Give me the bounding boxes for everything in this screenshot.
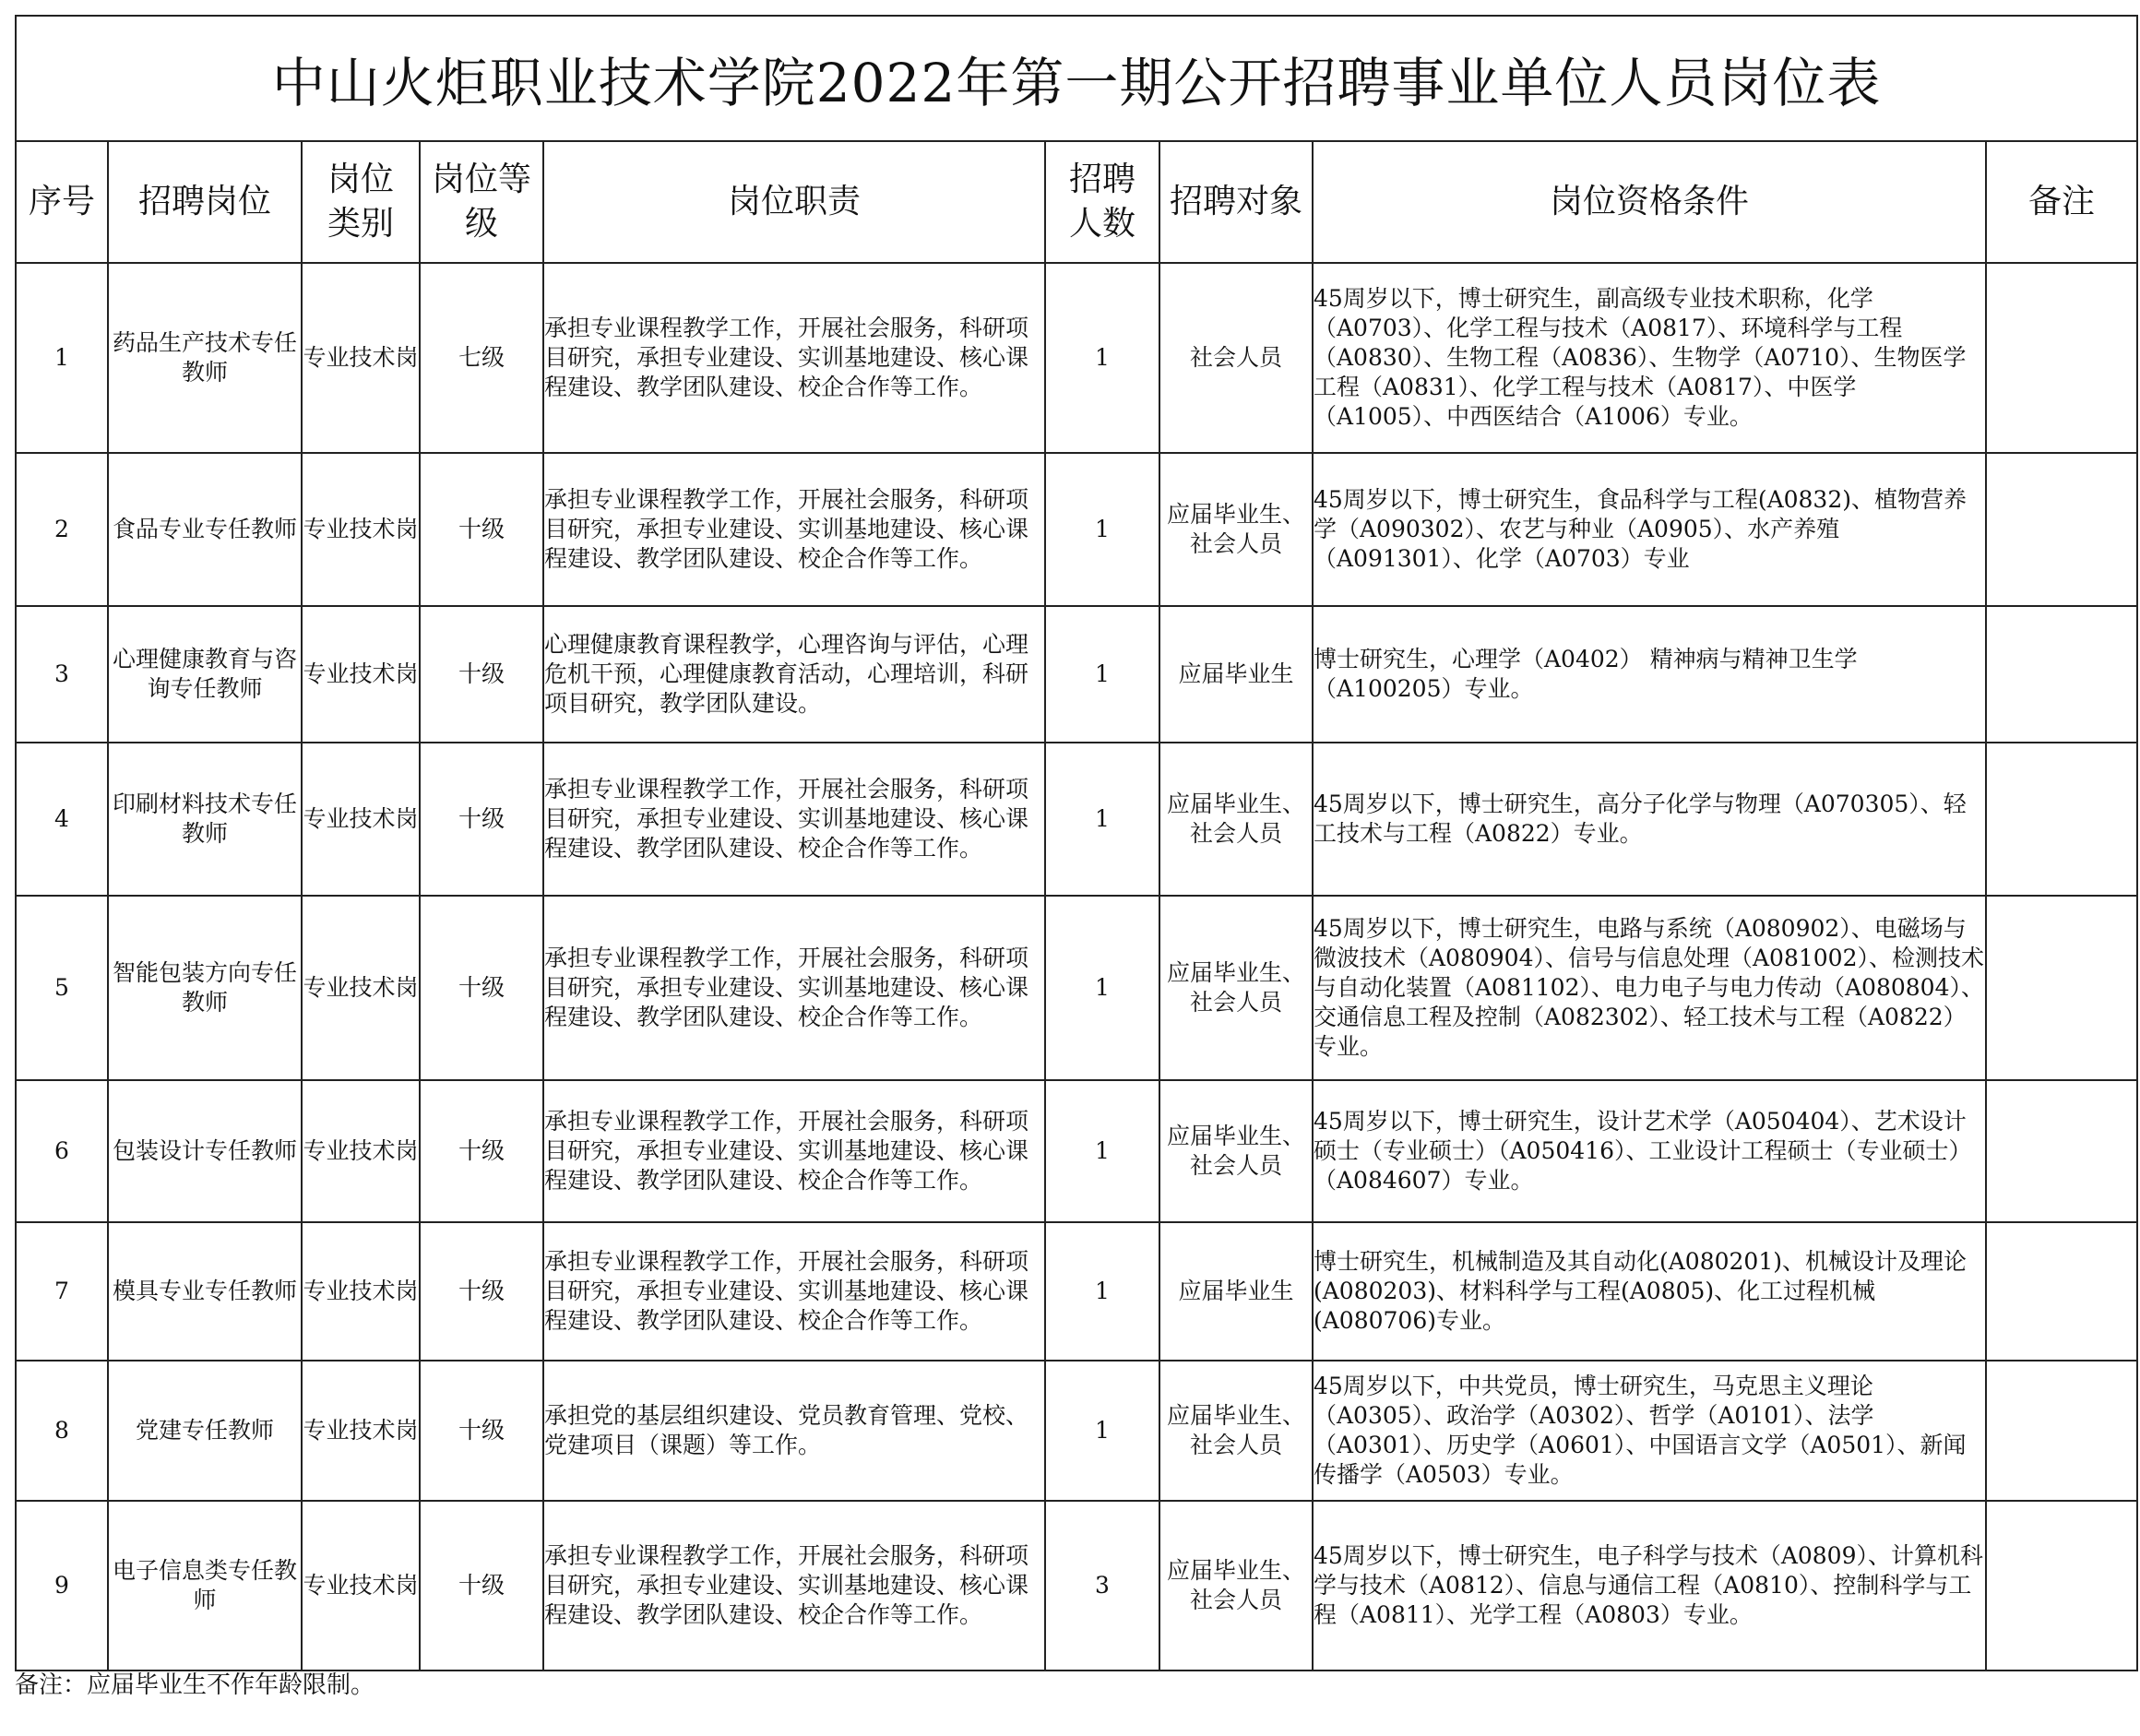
row-count: 1 <box>1045 1080 1159 1222</box>
table-row <box>16 1222 2137 1361</box>
row-level: 十级 <box>420 896 543 1080</box>
row-position: 包装设计专任教师 <box>108 1080 302 1222</box>
row-seq: 1 <box>16 263 108 453</box>
row-level: 十级 <box>420 1080 543 1222</box>
table-row <box>16 896 2137 1080</box>
table-row <box>16 1080 2137 1222</box>
row-remark <box>1986 453 2137 606</box>
row-target: 应届毕业生、社会人员 <box>1159 1080 1313 1222</box>
row-level: 十级 <box>420 1222 543 1361</box>
row-target: 社会人员 <box>1159 263 1313 453</box>
row-position: 党建专任教师 <box>108 1361 302 1501</box>
row-count: 1 <box>1045 1361 1159 1501</box>
header-seq: 序号 <box>16 141 108 263</box>
row-category: 专业技术岗 <box>302 1361 420 1501</box>
header-count: 招聘人数 <box>1045 141 1159 263</box>
header-qualification: 岗位资格条件 <box>1313 141 1986 263</box>
row-qualification: 45周岁以下，博士研究生，高分子化学与物理（A070305）、轻工技术与工程（A0822）专业。 <box>1313 743 1986 896</box>
row-count: 1 <box>1045 606 1159 743</box>
row-target: 应届毕业生、社会人员 <box>1159 453 1313 606</box>
row-seq: 6 <box>16 1080 108 1222</box>
row-category: 专业技术岗 <box>302 743 420 896</box>
row-level: 七级 <box>420 263 543 453</box>
row-category: 专业技术岗 <box>302 1501 420 1671</box>
table-row <box>16 606 2137 743</box>
row-target: 应届毕业生、社会人员 <box>1159 1361 1313 1501</box>
header-category: 岗位类别 <box>302 141 420 263</box>
table-row <box>16 1361 2137 1501</box>
row-remark <box>1986 1080 2137 1222</box>
row-count: 1 <box>1045 743 1159 896</box>
row-duties: 承担专业课程教学工作，开展社会服务，科研项目研究，承担专业建设、实训基地建设、核心课程建设、教学团队建设、校企合作等工作。 <box>543 1080 1045 1222</box>
footnote: 备注：应届毕业生不作年龄限制。 <box>15 1671 375 1699</box>
row-count: 1 <box>1045 263 1159 453</box>
table-row <box>16 1501 2137 1671</box>
row-position: 心理健康教育与咨询专任教师 <box>108 606 302 743</box>
row-duties: 承担专业课程教学工作，开展社会服务，科研项目研究，承担专业建设、实训基地建设、核心课程建设、教学团队建设、校企合作等工作。 <box>543 263 1045 453</box>
row-target: 应届毕业生 <box>1159 606 1313 743</box>
row-qualification: 博士研究生，机械制造及其自动化(A080201)、机械设计及理论(A080203)、材料科学与工程(A0805)、化工过程机械(A080706)专业。 <box>1313 1222 1986 1361</box>
row-duties: 承担专业课程教学工作，开展社会服务，科研项目研究，承担专业建设、实训基地建设、核心课程建设、教学团队建设、校企合作等工作。 <box>543 896 1045 1080</box>
row-count: 1 <box>1045 453 1159 606</box>
row-seq: 7 <box>16 1222 108 1361</box>
row-seq: 8 <box>16 1361 108 1501</box>
row-remark <box>1986 743 2137 896</box>
row-count: 1 <box>1045 896 1159 1080</box>
row-category: 专业技术岗 <box>302 263 420 453</box>
table-row <box>16 453 2137 606</box>
table-row <box>16 263 2137 453</box>
row-seq: 2 <box>16 453 108 606</box>
row-seq: 3 <box>16 606 108 743</box>
row-position: 电子信息类专任教师 <box>108 1501 302 1671</box>
page-title: 中山火炬职业技术学院2022年第一期公开招聘事业单位人员岗位表 <box>16 16 2137 141</box>
row-seq: 5 <box>16 896 108 1080</box>
row-qualification: 45周岁以下，博士研究生，电路与系统（A080902）、电磁场与微波技术（A080904）、信号与信息处理（A081002）、检测技术与自动化装置（A081102）、电力电子与电力传动（A080804）、交通信息工程及控制（A082302）、轻工技术与工程（A0822）专业。 <box>1313 896 1986 1080</box>
row-seq: 9 <box>16 1501 108 1671</box>
row-seq: 4 <box>16 743 108 896</box>
row-count: 3 <box>1045 1501 1159 1671</box>
row-duties: 承担党的基层组织建设、党员教育管理、党校、党建项目（课题）等工作。 <box>543 1361 1045 1501</box>
row-position: 模具专业专任教师 <box>108 1222 302 1361</box>
row-target: 应届毕业生、社会人员 <box>1159 1501 1313 1671</box>
row-target: 应届毕业生、社会人员 <box>1159 896 1313 1080</box>
row-qualification: 博士研究生，心理学（A0402） 精神病与精神卫生学（A100205）专业。 <box>1313 606 1986 743</box>
row-level: 十级 <box>420 1501 543 1671</box>
row-duties: 承担专业课程教学工作，开展社会服务，科研项目研究，承担专业建设、实训基地建设、核心课程建设、教学团队建设、校企合作等工作。 <box>543 1501 1045 1671</box>
row-position: 药品生产技术专任教师 <box>108 263 302 453</box>
header-remark: 备注 <box>1986 141 2137 263</box>
row-duties: 承担专业课程教学工作，开展社会服务，科研项目研究，承担专业建设、实训基地建设、核心课程建设、教学团队建设、校企合作等工作。 <box>543 743 1045 896</box>
row-remark <box>1986 1222 2137 1361</box>
header-target: 招聘对象 <box>1159 141 1313 263</box>
row-position: 食品专业专任教师 <box>108 453 302 606</box>
row-qualification: 45周岁以下，中共党员，博士研究生，马克思主义理论（A0305）、政治学（A0302）、哲学（A0101）、法学（A0301）、历史学（A0601）、中国语言文学（A0501）、新闻传播学（A0503）专业。 <box>1313 1361 1986 1501</box>
row-position: 智能包装方向专任教师 <box>108 896 302 1080</box>
row-duties: 承担专业课程教学工作，开展社会服务，科研项目研究，承担专业建设、实训基地建设、核心课程建设、教学团队建设、校企合作等工作。 <box>543 453 1045 606</box>
row-category: 专业技术岗 <box>302 453 420 606</box>
row-qualification: 45周岁以下，博士研究生，设计艺术学（A050404）、艺术设计硕士（专业硕士）（A050416）、工业设计工程硕士（专业硕士）（A084607）专业。 <box>1313 1080 1986 1222</box>
table-row <box>16 743 2137 896</box>
row-category: 专业技术岗 <box>302 1080 420 1222</box>
row-level: 十级 <box>420 1361 543 1501</box>
row-position: 印刷材料技术专任教师 <box>108 743 302 896</box>
row-qualification: 45周岁以下，博士研究生，电子科学与技术（A0809）、计算机科学与技术（A0812）、信息与通信工程（A0810）、控制科学与工程（A0811）、光学工程（A0803）专业。 <box>1313 1501 1986 1671</box>
row-category: 专业技术岗 <box>302 896 420 1080</box>
positions-table <box>15 15 2138 1671</box>
header-position: 招聘岗位 <box>108 141 302 263</box>
header-row <box>16 141 2137 263</box>
row-target: 应届毕业生 <box>1159 1222 1313 1361</box>
row-qualification: 45周岁以下，博士研究生，食品科学与工程(A0832)、植物营养学（A090302）、农艺与种业（A0905）、水产养殖（A091301）、化学（A0703）专业 <box>1313 453 1986 606</box>
row-category: 专业技术岗 <box>302 606 420 743</box>
row-remark <box>1986 263 2137 453</box>
row-remark <box>1986 896 2137 1080</box>
row-level: 十级 <box>420 743 543 896</box>
row-remark <box>1986 1361 2137 1501</box>
row-level: 十级 <box>420 606 543 743</box>
row-duties: 承担专业课程教学工作，开展社会服务，科研项目研究，承担专业建设、实训基地建设、核心课程建设、教学团队建设、校企合作等工作。 <box>543 1222 1045 1361</box>
row-count: 1 <box>1045 1222 1159 1361</box>
recruitment-sheet <box>15 15 2136 1736</box>
row-target: 应届毕业生、社会人员 <box>1159 743 1313 896</box>
row-remark <box>1986 606 2137 743</box>
header-level: 岗位等级 <box>420 141 543 263</box>
row-qualification: 45周岁以下，博士研究生，副高级专业技术职称，化学（A0703）、化学工程与技术（A0817）、环境科学与工程（A0830）、生物工程（A0836）、生物学（A0710）、生物医学工程（A0831）、化学工程与技术（A0817）、中医学（A1005）、中西医结合（A1006）专业。 <box>1313 263 1986 453</box>
row-duties: 心理健康教育课程教学，心理咨询与评估，心理危机干预，心理健康教育活动，心理培训，科研项目研究，教学团队建设。 <box>543 606 1045 743</box>
row-remark <box>1986 1501 2137 1671</box>
row-category: 专业技术岗 <box>302 1222 420 1361</box>
row-level: 十级 <box>420 453 543 606</box>
header-duties: 岗位职责 <box>543 141 1045 263</box>
